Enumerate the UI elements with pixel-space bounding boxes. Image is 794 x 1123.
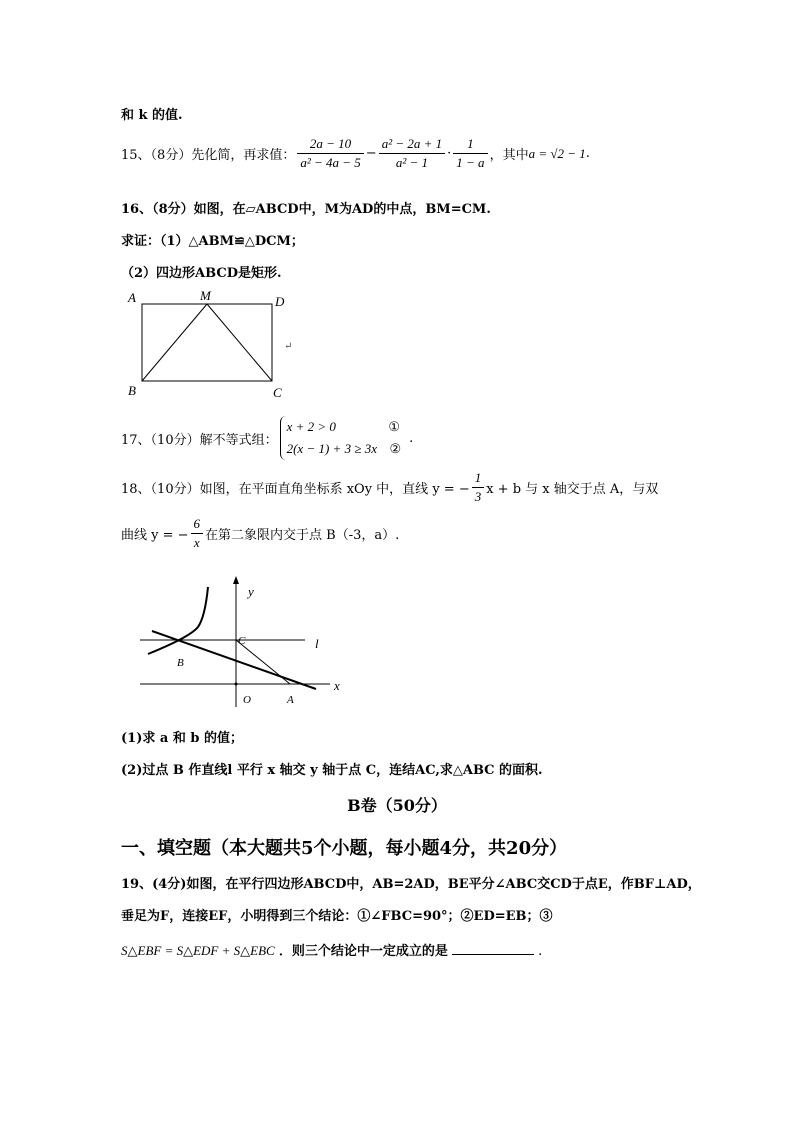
q15-frac3-denominator: 1 − a <box>456 155 485 170</box>
question-17 <box>121 416 413 460</box>
q18-line-2 <box>121 516 399 551</box>
q16-line-1: 16、（8分）如图，在▱ABCD中，M为AD的中点，BM=CM. <box>121 202 491 217</box>
q18-subquestion-1: (1)求 a 和 b 的值； <box>121 731 243 746</box>
q19-area-formula: S△EBF = S△EDF + S△EBC <box>121 943 275 958</box>
label-b: B <box>128 383 136 398</box>
paragraph-mark-icon: ↵ <box>284 341 293 352</box>
q19-answer-blank[interactable] <box>452 942 534 955</box>
q18-line1-text-a: 18、（10分）如图，在平面直角坐标系 xOy 中，直线 y = − <box>121 482 470 497</box>
q16-line-3: （2）四边形ABCD是矩形. <box>121 266 282 281</box>
inequality-2: 2(x − 1) + 3 ≥ 3x <box>286 441 377 456</box>
q15-condition: a = √2 − 1 <box>528 145 586 161</box>
q15-suffix: ，其中 <box>489 148 529 163</box>
hyperbola-curve <box>148 587 208 654</box>
label-y: y <box>248 584 254 599</box>
question-15 <box>121 136 590 171</box>
q15-fraction-2 <box>379 136 445 171</box>
q19-line3-text: ．则三个结论中一定成立的是 <box>278 944 448 959</box>
label-b: B <box>177 657 184 669</box>
figure-18-coordinate-plane <box>130 572 360 712</box>
origin-point <box>235 683 238 686</box>
q18-frac-numerator: 1 <box>472 470 485 488</box>
label-a: A <box>128 290 136 305</box>
rectangle-abcd <box>142 304 272 381</box>
q17-prefix: 17、（10分）解不等式组： <box>121 432 278 448</box>
label-d: D <box>275 294 285 309</box>
q18-frac2-numerator: 6 <box>191 516 204 534</box>
q19-line-2: 垂足为F，连接EF，小明得到三个结论：①∠FBC=90°；②ED=EB；③ <box>121 909 553 924</box>
q18-line2-text-b: 在第二象限内交于点 B（-3，a）. <box>205 528 400 543</box>
q15-frac1-denominator: a² − 4a − 5 <box>300 155 361 170</box>
q18-line2-text-a: 曲线 y = − <box>121 528 189 543</box>
inequality-2-mark: ② <box>389 441 402 456</box>
q18-line1-text-b: x + b 与 x 轴交于点 A，与双 <box>486 482 659 497</box>
q15-frac2-denominator: a² − 1 <box>395 155 428 170</box>
q17-end: . <box>409 430 414 446</box>
inequality-1-row <box>287 416 402 438</box>
q15-frac3-numerator: 1 <box>453 136 487 154</box>
figure-16-rectangle <box>120 285 300 400</box>
q18-line-1 <box>121 470 658 505</box>
label-c: C <box>238 635 246 647</box>
section-b-title: B卷（50分） <box>347 796 447 815</box>
q15-end: . <box>585 146 590 161</box>
q15-fraction-3 <box>453 136 487 171</box>
inequality-system <box>280 416 402 460</box>
q15-frac2-numerator: a² − 2a + 1 <box>379 136 445 154</box>
q18-fraction-six-over-x <box>191 516 204 551</box>
q18-subquestion-2: (2)过点 B 作直线l 平行 x 轴交 y 轴于点 C，连结AC,求△ABC 的面积. <box>121 763 543 778</box>
q18-fraction-one-third <box>472 470 485 505</box>
q18-frac-denominator: 3 <box>474 489 482 504</box>
segment-mc <box>207 304 272 381</box>
q18-frac2-denominator: x <box>193 535 200 550</box>
y-axis-arrow-icon <box>233 576 239 584</box>
q15-dot: · <box>447 146 452 161</box>
q15-fraction-1 <box>297 136 363 171</box>
label-c: C <box>273 385 282 400</box>
q15-frac1-numerator: 2a − 10 <box>297 136 363 154</box>
label-l: l <box>315 636 319 651</box>
label-o: O <box>243 694 251 706</box>
segment-bm <box>142 304 207 381</box>
label-a: A <box>287 694 294 706</box>
q19-end: . <box>538 944 543 959</box>
q16-line-2: 求证：（1）△ABM≌△DCM； <box>121 234 304 249</box>
inequality-1-mark: ① <box>388 419 401 434</box>
q15-minus: − <box>365 146 377 161</box>
q15-prefix: 15、（8分）先化简，再求值： <box>121 148 296 163</box>
label-x: x <box>334 678 340 693</box>
part-1-title: 一、填空题（本大题共5个小题，每小题4分，共20分） <box>121 838 568 859</box>
inequality-2-row <box>287 438 402 460</box>
q19-line-1: 19、(4分)如图，在平行四边形ABCD中，AB=2AD，BE平分∠ABC交CD于点E，作BF⊥AD， <box>121 877 701 892</box>
inequality-1: x + 2 > 0 <box>286 419 336 434</box>
previous-question-tail: 和 k 的值. <box>121 108 183 123</box>
label-m: M <box>200 288 211 303</box>
q19-line-3 <box>121 940 542 959</box>
